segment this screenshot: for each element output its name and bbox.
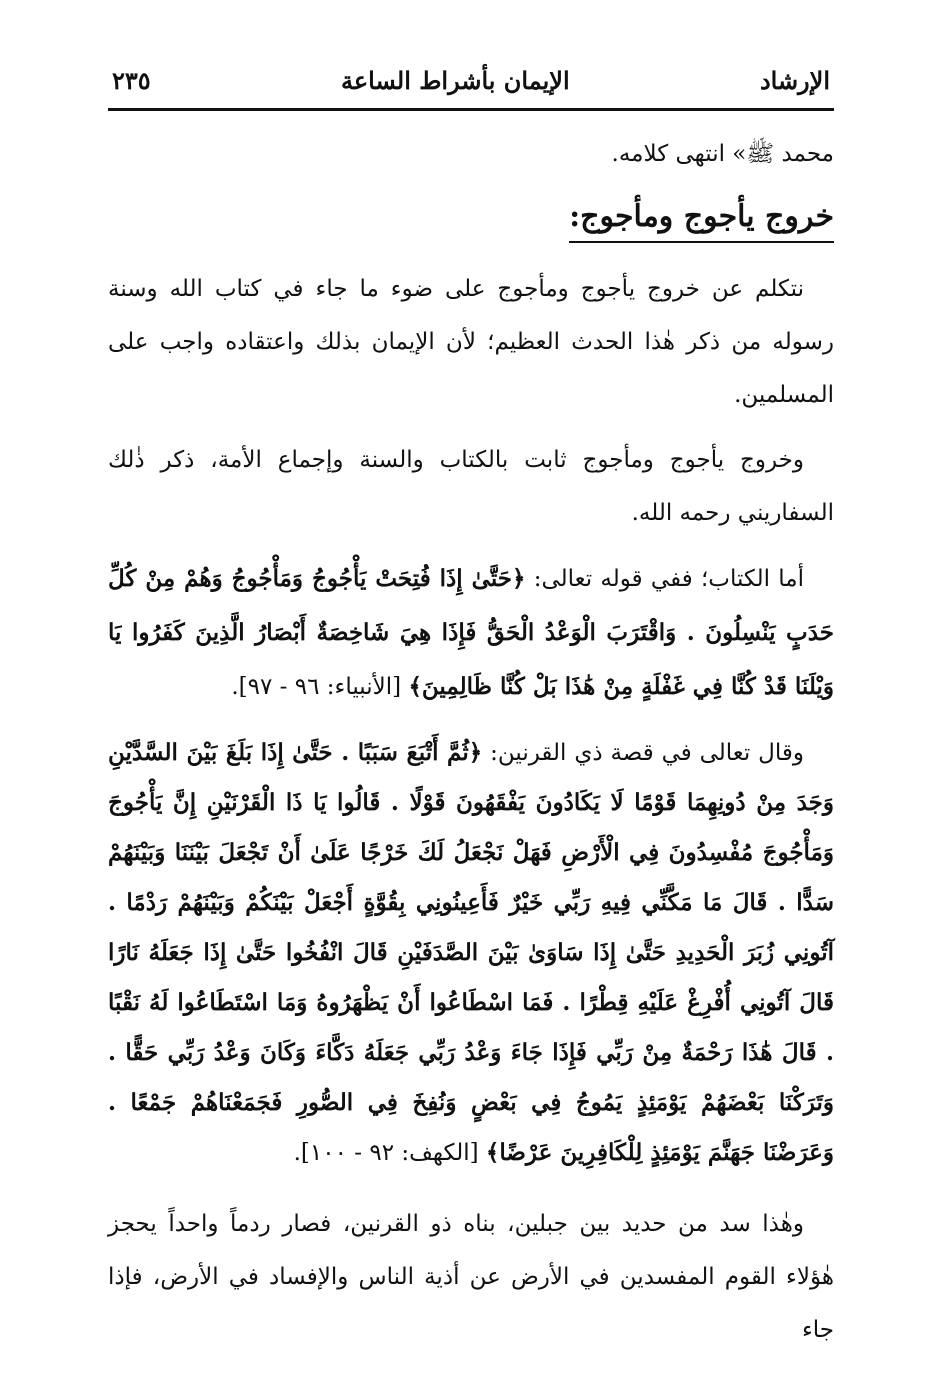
header-rule: [108, 108, 834, 111]
intro-line: محمد ﷺ» انتهى كلامه.: [611, 141, 834, 167]
book-page: [108, 60, 834, 1357]
page-number: ٢٣٥: [112, 66, 151, 95]
paragraph-anbiya: [108, 552, 834, 714]
paragraph-proof: وخروج يأجوج ومأجوج ثابت بالكتاب والسنة وإجماع الأمة، ذكر ذٰلك السفاريني رحمه الله.: [108, 447, 834, 526]
paragraph-intro: نتكلم عن خروج يأجوج ومأجوج على ضوء ما جاء في كتاب الله وسنة رسوله من ذكر هٰذا الحدث العظيم؛ لأن الإيمان بذلك واعتقاده واجب على المسلمين.: [108, 276, 834, 408]
quran-reference-anbiya: [الأنبياء: ٩٦ - ٩٧].: [231, 674, 409, 700]
quran-quote-anbiya: ﴿حَتَّىٰ إِذَا فُتِحَتْ يَأْجُوجُ وَمَأْجُوجُ وَهُمْ مِنْ كُلِّ حَدَبٍ يَنْسِلُونَ . وَاقْتَرَبَ الْوَعْدُ الْحَقُّ فَإِذَا هِيَ شَاخِصَةٌ أَبْصَارُ الَّذِينَ كَفَرُوا يَا وَيْلَنَا قَدْ كُنَّا فِي غَفْلَةٍ مِنْ هَٰذَا بَلْ كُنَّا ظَالِمِينَ﴾: [108, 565, 834, 700]
paragraph-kahf-lead: وقال تعالى في قصة ذي القرنين:: [482, 740, 804, 766]
paragraph-kahf: [108, 728, 834, 1178]
header-chapter-title: الإيمان بأشراط الساعة: [340, 66, 570, 95]
paragraph-barrier: وهٰذا سد من حديد بين جبلين، بناه ذو القرنين، فصار ردماً واحداً يحجز هٰؤلاء القوم المفسدين في الأرض عن أذية الناس والإفساد في الأرض، فإذا جاء: [108, 1211, 834, 1343]
paragraph-anbiya-lead: أما الكتاب؛ ففي قوله تعالى:: [525, 566, 804, 592]
section-heading: خروج يأجوج ومأجوج:: [569, 197, 834, 243]
quran-quote-kahf: ﴿ثُمَّ أَتْبَعَ سَبَبًا . حَتَّىٰ إِذَا بَلَغَ بَيْنَ السَّدَّيْنِ وَجَدَ مِنْ دُونِهِمَا قَوْمًا لَا يَكَادُونَ يَفْقَهُونَ قَوْلًا . قَالُوا يَا ذَا الْقَرْنَيْنِ إِنَّ يَأْجُوجَ وَمَأْجُوجَ مُفْسِدُونَ فِي الْأَرْضِ فَهَلْ نَجْعَلُ لَكَ خَرْجًا عَلَىٰ أَنْ تَجْعَلَ بَيْنَنَا وَبَيْنَهُمْ سَدًّا . قَالَ مَا مَكَّنِّي فِيهِ رَبِّي خَيْرٌ فَأَعِينُونِي بِقُوَّةٍ أَجْعَلْ بَيْنَكُمْ وَبَيْنَهُمْ رَدْمًا . آتُونِي زُبَرَ الْحَدِيدِ حَتَّىٰ إِذَا سَاوَىٰ بَيْنَ الصَّدَفَيْنِ قَالَ انْفُخُوا حَتَّىٰ إِذَا جَعَلَهُ نَارًا قَالَ آتُونِي أُفْرِغْ عَلَيْهِ قِطْرًا . فَمَا اسْطَاعُوا أَنْ يَظْهَرُوهُ وَمَا اسْتَطَاعُوا لَهُ نَقْبًا . قَالَ هَٰذَا رَحْمَةٌ مِنْ رَبِّي فَإِذَا جَاءَ وَعْدُ رَبِّي جَعَلَهُ دَكَّاءَ وَكَانَ وَعْدُ رَبِّي حَقًّا . وَتَرَكْنَا بَعْضَهُمْ يَوْمَئِذٍ يَمُوجُ فِي بَعْضٍ وَنُفِخَ فِي الصُّورِ فَجَمَعْنَاهُمْ جَمْعًا . وَعَرَضْنَا جَهَنَّمَ يَوْمَئِذٍ لِلْكَافِرِينَ عَرْضًا﴾: [108, 739, 834, 1166]
quran-reference-kahf: [الكهف: ٩٢ - ١٠٠].: [293, 1140, 486, 1166]
header-book-title: الإرشاد: [759, 66, 830, 95]
running-header: [108, 60, 834, 102]
